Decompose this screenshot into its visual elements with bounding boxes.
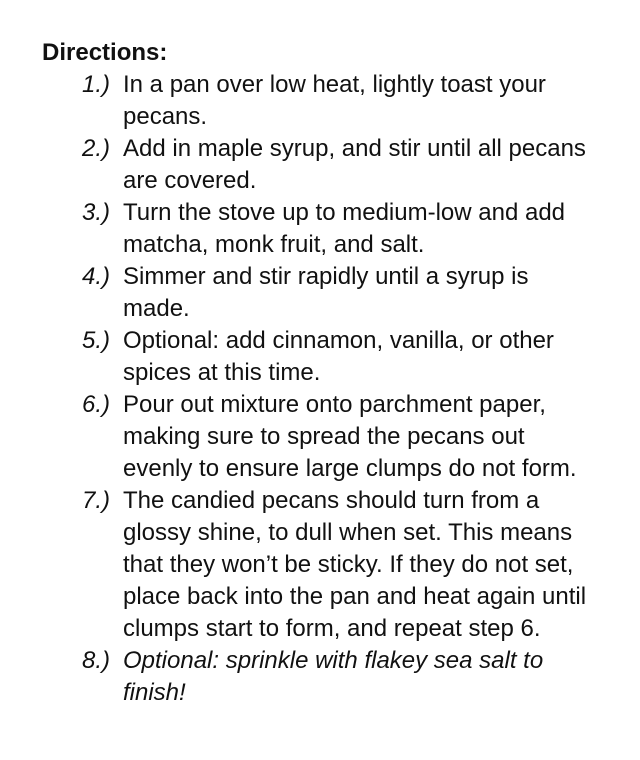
direction-item-4 [42, 261, 622, 325]
item-text: Turn the stove up to medium-low and add matcha, monk fruit, and salt. [123, 199, 566, 258]
directions-heading: Directions: [42, 39, 168, 66]
item-marker: 6.) [82, 391, 111, 418]
item-marker: 8.) [82, 647, 111, 674]
item-marker: 1.) [82, 71, 111, 98]
direction-item-1 [42, 69, 622, 133]
item-text: In a pan over low heat, lightly toast your pecans. [123, 71, 546, 130]
item-text: Optional: add cinnamon, vanilla, or other spices at this time. [123, 327, 554, 386]
item-text: Add in maple syrup, and stir until all pecans are covered. [123, 135, 586, 194]
item-marker: 4.) [82, 263, 111, 290]
direction-item-5 [42, 325, 622, 389]
direction-item-2 [42, 133, 622, 197]
item-text: Pour out mixture onto parchment paper, making sure to spread the pecans out evenly to ensure large clumps do not form. [123, 391, 577, 482]
direction-item-8 [42, 645, 622, 709]
direction-item-3 [42, 197, 622, 261]
item-text: Simmer and stir rapidly until a syrup is made. [123, 263, 529, 322]
item-marker: 3.) [82, 199, 111, 226]
item-marker: 7.) [82, 487, 111, 514]
item-text: The candied pecans should turn from a glossy shine, to dull when set. This means that they won’t be sticky. If they do not set, place back into the pan and heat again until clumps start to form, and repeat step 6. [123, 487, 587, 642]
item-marker: 2.) [82, 135, 111, 162]
directions-list [42, 69, 622, 709]
item-marker: 5.) [82, 327, 111, 354]
direction-item-6 [42, 389, 622, 485]
item-text: Optional: sprinkle with flakey sea salt to finish! [123, 647, 544, 706]
direction-item-7 [42, 485, 622, 645]
